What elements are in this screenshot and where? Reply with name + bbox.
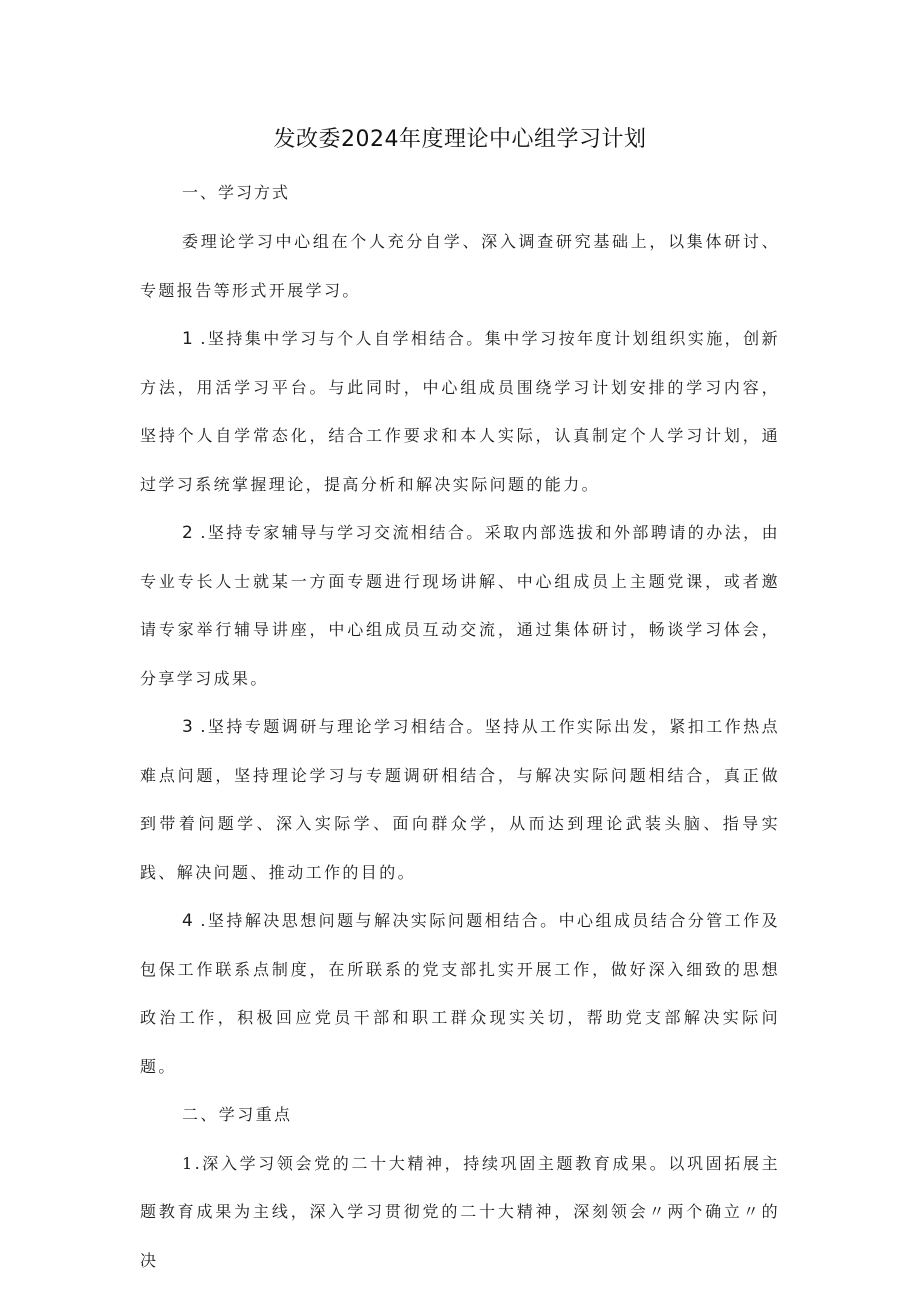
item-paragraph-1 — [140, 315, 780, 509]
section-heading-learning-method: 一、学习方式 — [182, 183, 291, 202]
item-number: 2 — [182, 523, 193, 543]
document-title: 发改委2024年度理论中心组学习计划 — [273, 127, 647, 152]
item-number: 3 — [182, 717, 193, 737]
item-paragraph-2 — [140, 509, 780, 703]
document-body — [140, 177, 780, 1285]
item-paragraph-4 — [140, 897, 780, 1091]
item-text: .坚持解决思想问题与解决实际问题相结合。中心组成员结合分管工作及包保工作联系点制度，在所联系的党支部扎实开展工作，做好深入细致的思想政治工作，积极回应党员干部和职工群众现实关切，帮助党支部解决实际问题。 — [140, 911, 780, 1076]
intro-paragraph: 委理论学习中心组在个人充分自学、深入调查研究基础上，以集体研讨、专题报告等形式开展学习。 — [140, 232, 780, 300]
item-text: .坚持专题调研与理论学习相结合。坚持从工作实际出发，紧扣工作热点难点问题，坚持理论学习与专题调研相结合，与解决实际问题相结合，真正做到带着问题学、深入实际学、面向群众学，从而达到理论武装头脑、指导实践、解决问题、推动工作的目的。 — [140, 717, 780, 882]
item-paragraph-3 — [140, 703, 780, 897]
item-text: .坚持集中学习与个人自学相结合。集中学习按年度计划组织实施，创新方法，用活学习平台。与此同时，中心组成员围绕学习计划安排的学习内容，坚持个人自学常态化，结合工作要求和本人实际，认真制定个人学习计划，通过学习系统掌握理论，提高分析和解决实际问题的能力。 — [140, 329, 780, 494]
item-number: 1 — [182, 329, 193, 349]
item-number: 4 — [182, 911, 193, 931]
item-text: .坚持专家辅导与学习交流相结合。采取内部选拔和外部聘请的办法，由专业专长人士就某一方面专题进行现场讲解、中心组成员上主题党课，或者邀请专家举行辅导讲座，中心组成员互动交流，通过集体研讨，畅谈学习体会，分享学习成果。 — [140, 523, 780, 688]
focus-paragraph-1: 1.深入学习领会党的二十大精神，持续巩固主题教育成果。以巩固拓展主题教育成果为主线，深入学习贯彻党的二十大精神，深刻领会〃两个确立〃的决 — [140, 1153, 780, 1270]
section-heading-learning-focus: 二、学习重点 — [182, 1105, 293, 1124]
